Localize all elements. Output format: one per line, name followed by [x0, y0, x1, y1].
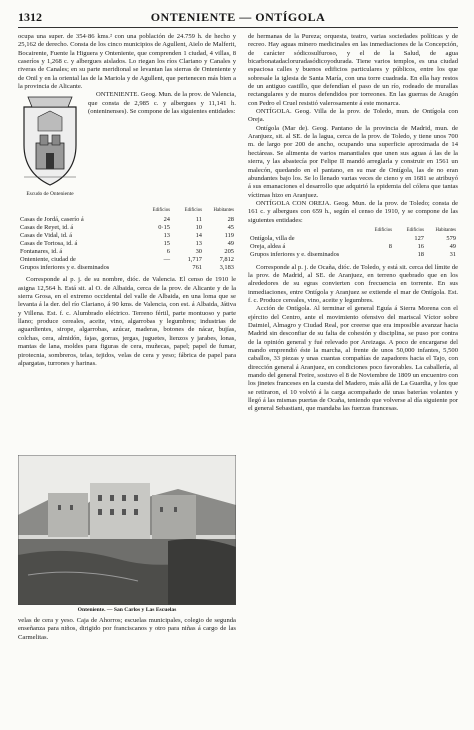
- shield-caption: Escudo de Onteniente: [26, 191, 74, 198]
- row-value: 7,812: [219, 256, 234, 264]
- header-rule: [18, 27, 458, 28]
- oreja-table: [248, 227, 458, 260]
- onteniente-continued: de hermanas de la Pureza; orquesta, teatro, varias sociedades políticas y de recreo. Hay aguas minero medicinales en las inmediaciones de la Concepción, de carácter sódicosulfuroso, y el de la Salud, de agua bicarbonatadacloruradasódicoyodurada. Tiene varios templos, es una ciudad espaciosa calles y buenos edificios particulares y públicos, entre los que sobresale la iglesia de Santa María, con una torre cuadrada. En ella hay restos de un antiguo castillo, que defendían el paso de un río, rodeado de murallas rectangulares y de muros defendidos por torreones. En las guerras de Aragón con Pedro el Cruel resistió valerosamente á este monarca.: [248, 33, 458, 107]
- row-value: [362, 235, 394, 243]
- row-name: Oreja, aldea á: [250, 243, 286, 251]
- row-value: 6: [166, 248, 170, 256]
- table-header-row: [18, 207, 236, 215]
- mar-de-ontigola-entry: Ontígola (Mar de). Geog. Pantano de la provincia de Madrid, mun. de Aranjuez, sit. al SE. de la lagua, cerca de la prov. de Toledo, y tiene unos 700 m. de largo por 200 de ancho, ocupando una superficie aproximada de 14 hectáreas. Se alimenta de varios manantiales que unen sus aguas á las de la sierra, y las abastecía por Felipe II mandó arreglarla y construir en 1561 un malecón, quedando en el pantano, en su mar de Ontígola, las de no eran abundantes bajo los. Se lo llenado varias veces de cieno y en 1681 se atribuyó á sus emanaciones el desarrollo que adquirió la epidemia del cólera que tantas víctimas hizo en Aranjuez.: [248, 124, 458, 199]
- row-name: Ontígola, villa de: [250, 235, 295, 243]
- col-header: Edificios: [152, 208, 170, 214]
- row-value: 18: [417, 251, 424, 259]
- row-value: 3,183: [219, 264, 234, 272]
- row-value: 14: [195, 231, 202, 239]
- row-value: 13: [163, 231, 170, 239]
- town-photo-image: [18, 455, 236, 605]
- row-name: Casas de Tortosa, id. á: [20, 240, 78, 248]
- row-value: 24: [163, 215, 170, 223]
- row-value: 49: [449, 243, 456, 251]
- row-value: 31: [449, 251, 456, 259]
- row-name: Fontanares, id. á: [20, 248, 63, 256]
- onteniente-entry: ONTENIENTE. Geog. Mun. de la prov. de Valencia, que consta de 2,985 c. y albergues y 11,141 h. (onteninenses). Se compone de las siguientes entidades:: [88, 91, 236, 116]
- table-row: [18, 216, 236, 224]
- accion-de-ontigola: Acción de Ontígola. Al terminar el general Eguía á Sierra Morena con el ejército del Centro, ante el movimiento ofensivo del mariscal Víctor sobre Daimiel, Almagro y Ciudad Real, por creerse que era imposible avanzar hacia Madrid sin desconfiar de su falta de cohesión y disciplina, se puso por contra de la opinión general y fué relevado por Areizaga. A poco de encargarse del mando emprendió éste la marcha, al frente de unos 50,000 infantes, 5,500 caballos, 33 piezas y unas cuantas compañías de zapadores hacia el Tajo, con dirección general á Aranjuez, en condiciones poco favorables. La caballería, al mando del general Freire, sostuvo el 8 de Noviembre de 1809 un encuentro con los jinetes franceses en la cuesta del Madero, más allá de La Guardia, y los que se retiraron, el 10 volvió á la carga acompañado de unas baterías volantes y llegó á las mismas puertas de Ocaña, teniendo que volverse al día siguiente por el general Sebastiani, que mandaba las fuerzas francesas.: [248, 305, 458, 413]
- right-column: [248, 33, 458, 414]
- col-header: Edificios: [406, 227, 424, 233]
- row-value: 127: [414, 235, 424, 243]
- row-value: 1,717: [187, 256, 202, 264]
- running-title: ONTENIENTE — ONTÍGOLA: [150, 10, 326, 24]
- table-row: [18, 240, 236, 248]
- row-name: Onteniente, ciudad de: [20, 256, 76, 264]
- row-value: 8: [388, 243, 392, 251]
- table-row: [248, 251, 458, 259]
- row-value: 579: [446, 235, 456, 243]
- table-row: [18, 224, 236, 232]
- row-value: 15: [163, 240, 170, 248]
- left-column: [18, 33, 236, 368]
- col-header: Habitantes: [213, 208, 234, 214]
- table-row: [18, 256, 236, 264]
- onteniente-body: Corresponde al p. j. de su nombre, dióc. de Valencia. El censo de 1910 le asigna 12,564 h. Está sit. al O. de Albaida, cerca de la prov. de Alicante y de la sierra Grosa, en el extremo occidental del valle de Albaida, en una loma que se levanta á la der. del río Clariano, á 90 kms. de Valencia, con est. á Albaida, Játiva y Villena. Est. f. c. Alumbrado eléctrico. Terreno fértil, parte montuoso y parte llano; produce cereales, aceite, vino, algarrobas y legumbres; industrias de aguardientes, sirope, algarrobas, azúcar, maderas, botones de nácar, bujías, colchas, cera, almidón, fajas, gorras, jergas, juguetes, lienzos y jarabes, lonas, mantas de lana, moldes para figuras de cera, muñecas, papel; papel de fumar, pirotecnia, sombreros, telas, tejidos, velas de cera y yeso; fábrica de papel para alpargatas, turrones y harinas.: [18, 276, 236, 367]
- row-value: —: [163, 256, 170, 264]
- row-name: Casas de Reyet, id. á: [20, 223, 74, 231]
- row-value: [140, 264, 172, 272]
- oreja-body: Corresponde al p. j. de Ocaña, dióc. de Toledo, y está sit. cerca del límite de la prov. de Madrid, al SE. de Aranjuez, en terreno quebrado que en los alrededores de su egras convierten con frecuencia en torrente. En sus inmediaciones, entre Ontígola y Aranjuez se extiende el mar de Ontígola. Est. f. c. Produce cereales, vino, aceite y legumbres.: [248, 263, 458, 304]
- col-header: Edificios: [374, 227, 392, 233]
- col-header: Habitantes: [435, 227, 456, 233]
- row-value: 205: [224, 248, 234, 256]
- row-value: [362, 251, 394, 259]
- table-row: [18, 248, 236, 256]
- col-header: Edificios: [184, 208, 202, 214]
- row-value: 16: [417, 243, 424, 251]
- table-header-row: [248, 227, 458, 235]
- shield-icon: [18, 93, 82, 189]
- row-value: 11: [195, 215, 202, 223]
- row-name: Grupos inferiores y e. diseminados: [20, 264, 110, 272]
- table-row: [248, 243, 458, 251]
- row-value: 28: [227, 215, 234, 223]
- row-name: Casas de Vidal, id. á: [20, 231, 73, 239]
- row-name: Casas de Jordá, caserío á: [20, 215, 84, 223]
- row-name: Grupos inferiores y e. diseminados: [250, 251, 340, 259]
- after-photo-text: velas de cera y yeso. Caja de Ahorros; escuelas municipales, colegio de segunda enseñanza para niños, dirigido por franciscanos y otro para niñas á cargo de las Carmelitas.: [18, 617, 236, 641]
- row-value: 49: [227, 240, 234, 248]
- row-value: 30: [195, 248, 202, 256]
- photograph: [18, 455, 236, 605]
- row-value: 10: [195, 223, 202, 231]
- row-value: 761: [192, 264, 202, 272]
- page-number: 1312: [18, 10, 42, 24]
- intro-paragraph: ocupa una super. de 354·86 kms.² con una población de 24.759 h. de hecho y 25,162 de derecho. Consta de los cinco municipios de Agullent, Aielo de Malferit, Bocairente, Fuente la Higuera y Onteniente, que comprenden 1 ciudad, 4 villas, 8 caseríos y 1,268 c. y albergues aislados. Lo riegan los ríos Clariano y Canales y riveras de Canales; en su parte meridional se levantan las sierras de Onteniente y de Onil y en la oriental las de la Mariola y de Agullent, que pertenecen más bien a la provincia de Alicante.: [18, 33, 236, 91]
- running-header: [18, 10, 458, 26]
- ontigola-entry: ONTÍGOLA. Geog. Villa de la prov. de Toledo, mun. de Ontígola con Oreja.: [248, 108, 458, 124]
- table-row: [18, 264, 236, 272]
- entities-table: [18, 207, 236, 272]
- coat-of-arms: [18, 93, 82, 205]
- photo-caption: Onteniente. — San Carlos y Las Escuelas: [77, 607, 177, 613]
- row-value: 119: [224, 231, 234, 239]
- row-value: 45: [227, 223, 234, 231]
- ontigola-con-oreja-entry: ONTÍGOLA CON OREJA. Geog. Mun. de la prov. de Toledo; consta de 161 c. y albergues con 659 h., según el censo de 1910, y se compone de las siguientes entidades:: [248, 199, 458, 224]
- table-row: [18, 232, 236, 240]
- row-value: 13: [195, 240, 202, 248]
- row-value: 0·15: [158, 223, 170, 231]
- table-row: [248, 235, 458, 243]
